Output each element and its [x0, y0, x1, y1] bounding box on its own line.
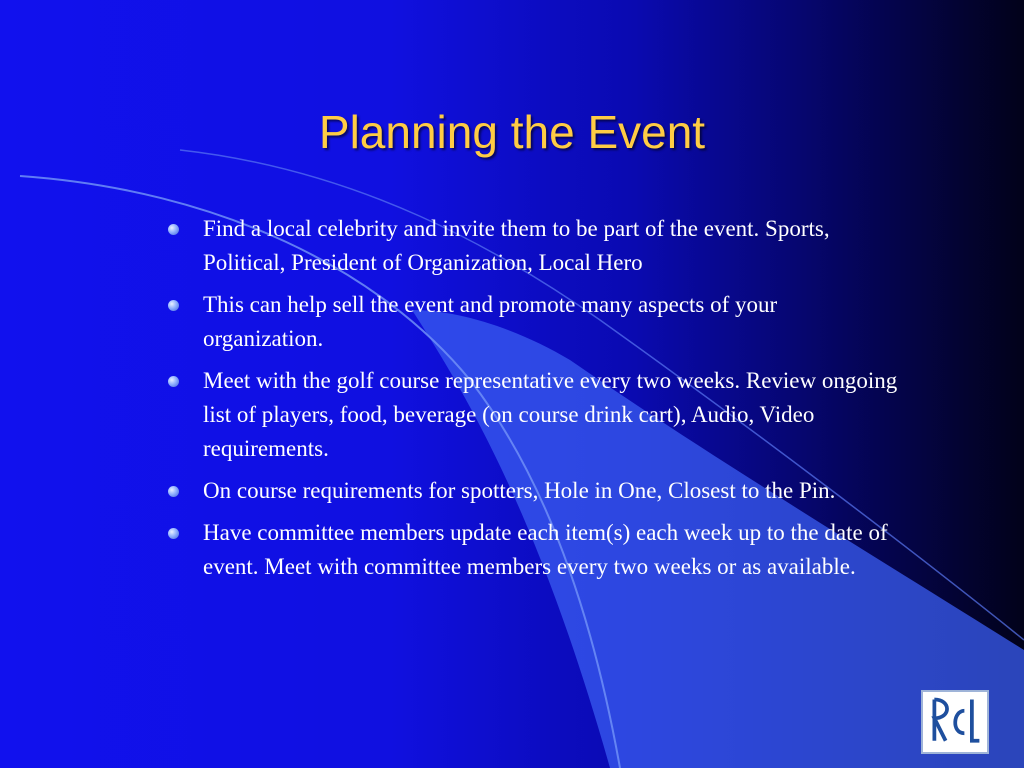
- bullet-text: Have committee members update each item(s) each week up to the date of event. Meet with committee members every two weeks or as available.: [203, 520, 888, 579]
- logo-mark: [923, 692, 987, 752]
- slide-title: Planning the Event: [318, 106, 706, 158]
- bullet-text: Find a local celebrity and invite them to be part of the event. Sports, Political, President of Organization, Local Hero: [203, 216, 830, 275]
- bullet-text: This can help sell the event and promote many aspects of your organization.: [203, 292, 778, 351]
- bullet-item: [165, 364, 900, 466]
- bullet-dot-icon: [168, 300, 179, 311]
- bullet-item: [165, 516, 900, 584]
- bullet-text: Meet with the golf course representative every two weeks. Review ongoing list of players, food, beverage (on course drink cart), Audio, Video requirements.: [203, 368, 898, 461]
- bullet-item: [165, 288, 900, 356]
- bullet-dot-icon: [168, 528, 179, 539]
- bullet-dot-icon: [168, 486, 179, 497]
- bullet-dot-icon: [168, 224, 179, 235]
- bullet-item: [165, 474, 900, 508]
- rcl-monogram-logo-icon: [921, 690, 989, 754]
- bullet-item: [165, 212, 900, 280]
- bullet-text: On course requirements for spotters, Hole in One, Closest to the Pin.: [203, 478, 836, 503]
- bullet-dot-icon: [168, 376, 179, 387]
- bullet-list: [165, 212, 900, 592]
